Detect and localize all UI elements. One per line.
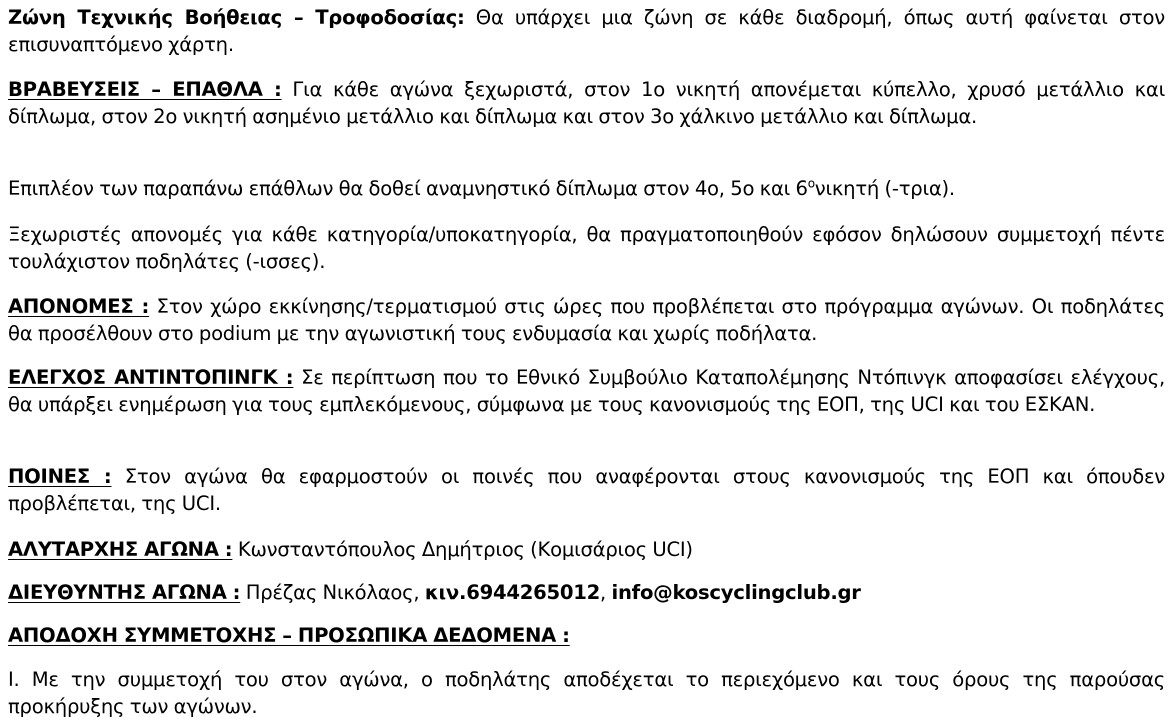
support-zone-text: Θα υπάρχει μια ζώνη σε κάθε διαδρομή, όπως αυτή φαίνεται στον επισυναπτόμενο χάρτη. xyxy=(8,6,1165,56)
penalties-heading: ΠΟΙΝΕΣ : xyxy=(8,465,112,488)
separate-awards-text: Ξεχωριστές απονομές για κάθε κατηγορία/υποκατηγορία, θα πραγματοποιηθούν εφόσον δηλώσουν συμμετοχή πέντε τουλάχιστον ποδηλάτες (-ισσες). xyxy=(8,223,1165,273)
ceremonies-paragraph xyxy=(8,294,1165,347)
ceremonies-heading: ΑΠΟΝΟΜΕΣ : xyxy=(8,295,150,318)
penalties-text: Στον αγώνα θα εφαρμοστούν οι ποινές που αναφέρονται στους κανονισμούς της ΕΟΠ και όπουδεν προβλέπεται, της UCI. xyxy=(8,465,1165,515)
doping-text: Σε περίπτωση που το Εθνικό Συμβούλιο Καταπολέμησης Ντόπινγκ αποφασίσει ελέγχους, θα υπάρξει ενημέρωση για τους εμπλεκόμενους, σύμφωνα με τους κανονισμούς της ΕΟΠ, της UCI και του ΕΣΚΑΝ. xyxy=(8,366,1165,416)
ordinal-superscript: ο xyxy=(807,176,815,191)
doping-paragraph xyxy=(8,365,1165,418)
acceptance-heading: ΑΠΟΔΟΧΗ ΣΥΜΜΕΤΟΧΗΣ – ΠΡΟΣΩΠΙΚΑ ΔΕΔΟΜΕΝΑ : xyxy=(8,624,570,647)
awards-heading: ΒΡΑΒΕΥΣΕΙΣ – ΕΠΑΘΛΑ : xyxy=(8,78,282,101)
acceptance-paragraph xyxy=(8,623,1165,650)
race-director-name: Πρέζας Νικόλαος, xyxy=(240,581,425,604)
awards-text: Για κάθε αγώνα ξεχωριστά, στον 1ο νικητή απονέμεται κύπελλο, χρυσό μετάλλιο και δίπλωμα, στον 2ο νικητή ασημένιο μετάλλιο και δίπλωμα και στον 3ο χάλκινο μετάλλιο και δίπλωμα. xyxy=(8,78,1165,128)
race-director-email-link[interactable]: info@koscyclingclub.gr xyxy=(611,581,861,604)
chief-commissaire-heading: ΑΛΥΤΑΡΧΗΣ ΑΓΩΝΑ : xyxy=(8,538,233,561)
extra-diplomas-paragraph xyxy=(8,176,1165,203)
clause-1-paragraph xyxy=(8,667,1165,720)
clause-1-text: Ι. Με την συμμετοχή του στον αγώνα, ο ποδηλάτης αποδέχεται το περιεχόμενο και τους όρους της παρούσας προκήρυξης των αγώνων. xyxy=(8,668,1165,718)
extra-diplomas-text-before: Επιπλέον των παραπάνω επάθλων θα δοθεί αναμνηστικό δίπλωμα στον 4ο, 5ο και 6 xyxy=(8,177,808,200)
separate-awards-paragraph xyxy=(8,222,1165,275)
chief-commissaire-paragraph xyxy=(8,537,1165,564)
race-director-separator: , xyxy=(600,581,612,604)
awards-paragraph xyxy=(8,77,1165,130)
race-director-heading: ΔΙΕΥΘΥΝΤΗΣ ΑΓΩΝΑ : xyxy=(8,581,241,604)
race-director-paragraph xyxy=(8,580,1165,607)
doping-heading: ΕΛΕΓΧΟΣ ΑΝΤΙΝΤΟΠΙΝΓΚ : xyxy=(8,366,294,389)
chief-commissaire-text: Κωνσταντόπουλος Δημήτριος (Κομισάριος UCI) xyxy=(232,538,693,561)
penalties-paragraph xyxy=(8,464,1165,517)
race-director-phone: κιν.6944265012 xyxy=(424,581,601,604)
ceremonies-text: Στον χώρο εκκίνησης/τερματισμού στις ώρες που προβλέπεται στο πρόγραμμα αγώνων. Οι ποδηλάτες θα προσέλθουν στο podium με την αγωνιστική τους ενδυμασία και χωρίς ποδήλατα. xyxy=(8,295,1165,345)
extra-diplomas-text-after: νικητή (-τρια). xyxy=(814,177,955,200)
support-zone-paragraph xyxy=(8,5,1165,58)
support-zone-title: Ζώνη Τεχνικής Βοήθειας – Τροφοδοσίας: xyxy=(8,6,465,29)
